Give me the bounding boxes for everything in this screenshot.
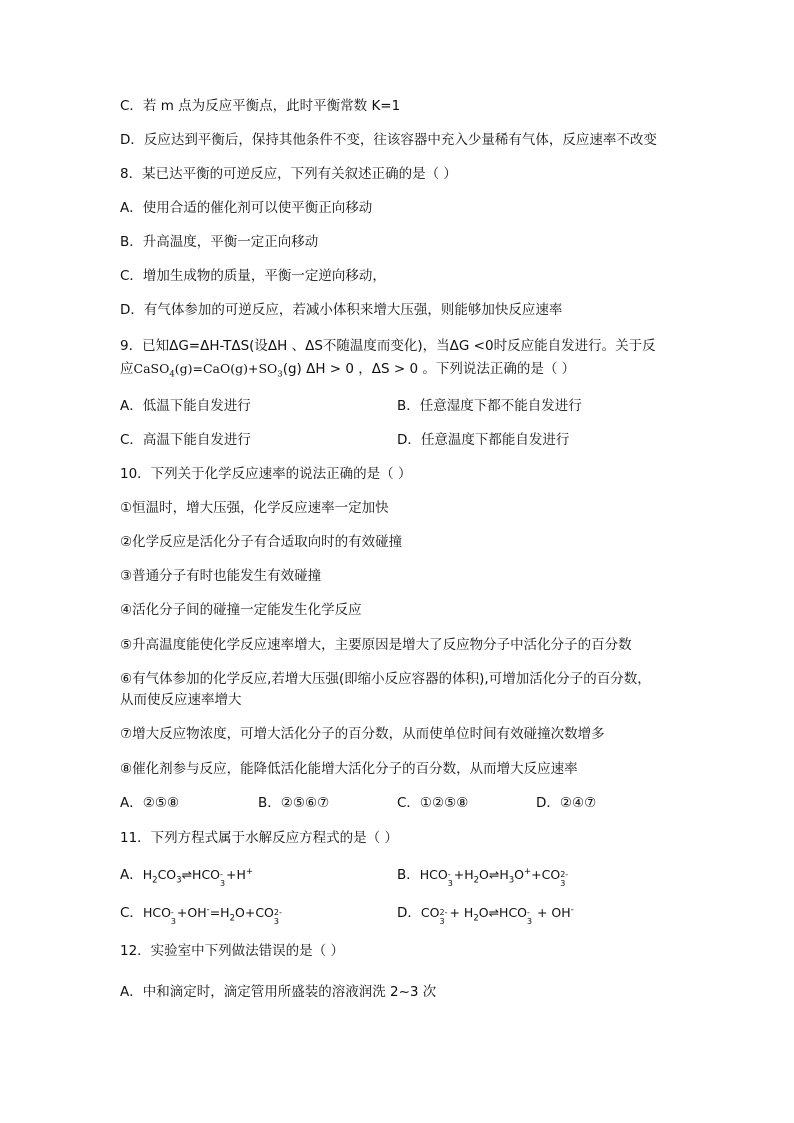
q8-option-a: A．使用合适的催化剂可以使平衡正向移动 [120,200,373,216]
question-9-line1: 9．已知ΔG=ΔH-TΔS(设ΔH 、ΔS不随温度而变化)，当ΔG <0时反应能自发进行。关于反 [120,338,656,354]
q9-text-suffix: (g) ΔH > 0 ，ΔS > 0 。下列说法正确的是（ ） [282,361,576,377]
q10-option-b: B．②⑤⑥⑦ [258,795,330,811]
q11-option-d: D．CO 2- 3 + $H_2O\rightleftharpoons HCO$ - 3 + OH- [397,904,574,926]
q9-equation: $CaSO_4(g)=CaO(g)+SO_3$ [133,361,283,380]
question-12: 12．实验室中下列做法错误的是（ ） [120,943,344,959]
question-10: 10．下列关于化学反应速率的说法正确的是（ ） [120,466,412,482]
q8-option-b: B．升高温度，平衡一定正向移动 [120,234,319,250]
q10-statement-3: ③普通分子有时也能发生有效碰撞 [120,568,322,584]
q8-option-c: C．增加生成物的质量，平衡一定逆向移动， [120,268,386,284]
question-8: 8．某已达平衡的可逆反应，下列有关叙述正确的是（ ） [120,166,457,182]
q10-statement-4: ④活化分子间的碰撞一定能发生化学反应 [120,602,362,618]
q10-statement-5: ⑤升高温度能使化学反应速率增大，主要原因是增大了反应物分子中活化分子的百分数 [120,637,632,653]
q9-option-a: A．低温下能自发进行 [120,398,251,414]
q10-statement-7: ⑦增大反应物浓度，可增大活化分子的百分数，从而使单位时间有效碰撞次数增多 [120,726,605,742]
q10-option-a: A．②⑤⑧ [120,795,180,811]
q10-statement-6-line2: 从而使反应速率增大 [120,692,242,708]
q9-text-prefix: 应 [120,361,134,377]
q8-option-d: D．有气体参加的可逆反应，若减小体积来增大压强，则能够加快反应速率 [120,302,563,318]
question-9-line2 [120,360,575,378]
q10-statement-2: ②化学反应是活化分子有合适取向时的有效碰撞 [120,534,403,550]
question-11: 11．下列方程式属于水解反应方程式的是（ ） [120,830,398,846]
q9-option-b: B．任意湿度下都不能自发进行 [397,398,582,414]
q10-statement-1: ①恒温时，增大压强，化学反应速率一定加快 [120,500,389,516]
q9-option-d: D．任意温度下都能自发进行 [397,432,570,448]
q10-option-d: D．②④⑦ [536,795,597,811]
q11-option-c: C．HCO - 3 $+OH^-=H_2O+CO$ 2- 3 [120,904,282,926]
q12-option-a: A．中和滴定时，滴定管用所盛装的溶液润洗 2~3 次 [120,984,437,1000]
q11-option-b: B．HCO - 3 $+H_2O\rightleftharpoons H_3O^++CO$ 2- 3 [397,866,569,888]
q7-option-c: C．若 m 点为反应平衡点，此时平衡常数 K=1 [120,98,401,114]
q7-option-d: D．反应达到平衡后，保持其他条件不变，往该容器中充入少量稀有气体，反应速率不改变 [120,132,657,148]
q11-option-a: A．$H_2CO_3\rightleftharpoons HCO$ - 3 +H+ [120,866,254,888]
q10-statement-8: ⑧催化剂参与反应，能降低活化能增大活化分子的百分数，从而增大反应速率 [120,761,578,777]
q10-option-c: C．①②⑤⑧ [397,795,469,811]
q10-statement-6-line1: ⑥有气体参加的化学反应,若增大压强(即缩小反应容器的体积),可增加活化分子的百分数， [120,671,651,687]
q9-option-c: C．高温下能自发进行 [120,432,251,448]
